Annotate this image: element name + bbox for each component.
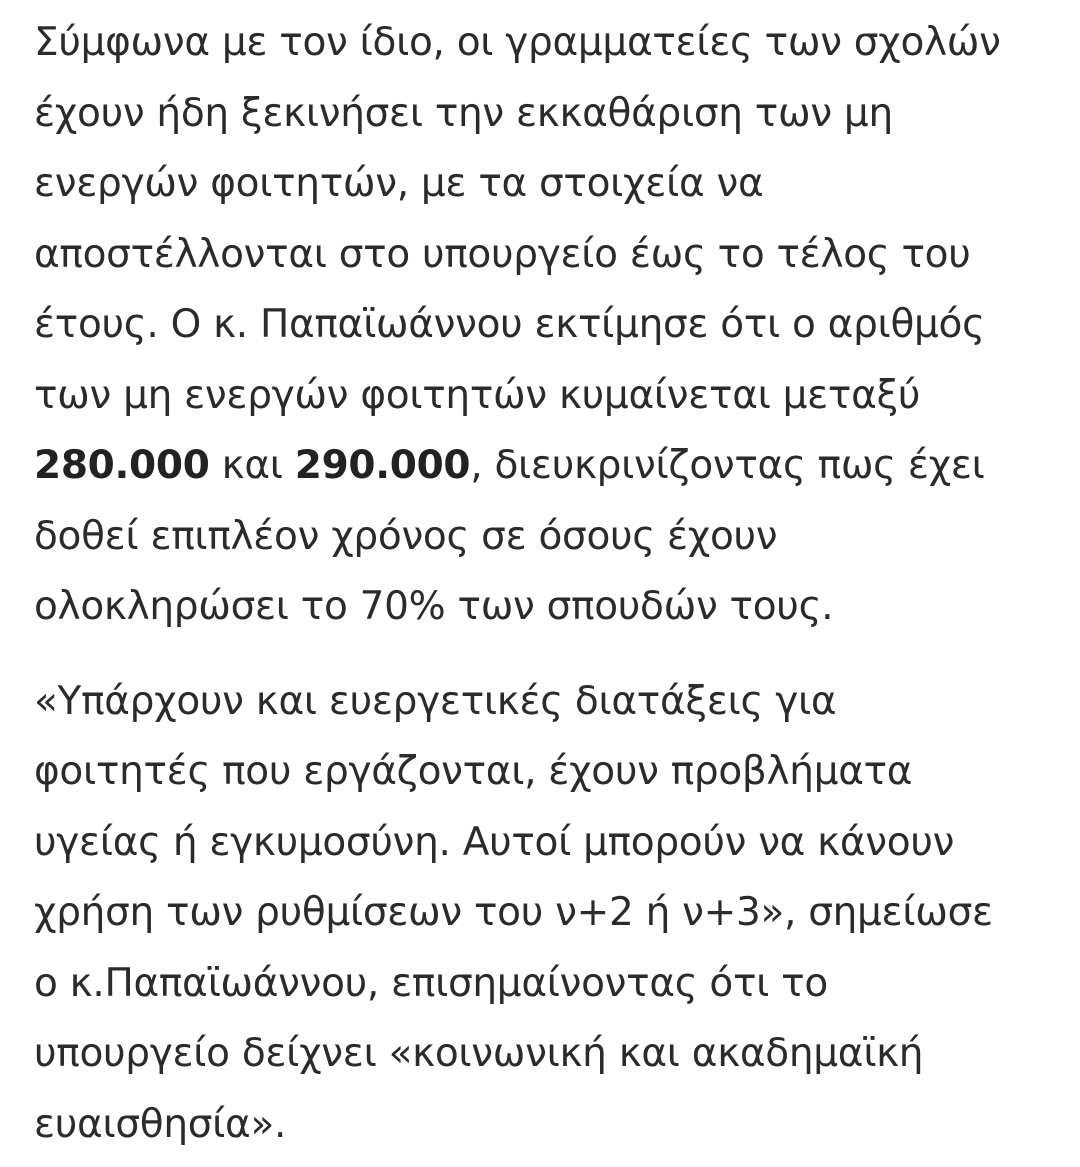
text-line: «Υπάρχουν και ευεργετικές διατάξεις για [34,678,837,724]
text-line: Σύμφωνα με τον ίδιο, οι γραμματείες των σχολών [34,20,1001,65]
article-body [34,8,1050,1160]
text-line: δοθεί επιπλέον χρόνος σε όσους έχουν [34,513,778,559]
text-line: ολοκληρώσει το 70% των σπουδών τους. [34,584,834,629]
bold-figure-high: 290.000 [294,443,471,488]
conjunction-text: και [209,443,295,488]
text-line: χρήση των ρυθμίσεων του ν+2 ή ν+3», σημείωσε [34,890,993,935]
bold-figure-low: 280.000 [34,443,210,488]
text-after-figures: , διευκρινίζοντας πως έχει [470,443,985,488]
text-line: ενεργών φοιτητών, με τα στοιχεία να [34,161,764,206]
text-line-with-figures [34,431,1050,502]
text-line: των μη ενεργών φοιτητών κυμαίνεται μεταξύ [34,372,921,418]
article-paragraph-2 [34,667,1050,1161]
text-line: αποστέλλονται στο υπουργείο έως το τέλος του [34,231,971,277]
text-line: ο κ.Παπαϊωάννου, επισημαίνοντας ότι το [34,960,828,1006]
text-line: υγείας ή εγκυμοσύνη. Αυτοί μπορούν να κάνουν [34,819,955,865]
text-line: έτους. Ο κ. Παπαϊωάννου εκτίμησε ότι ο αριθμός [34,302,985,347]
text-line: υπουργείο δείχνει «κοινωνική και ακαδημαϊκή [34,1031,924,1076]
text-line: φοιτητές που εργάζονται, έχουν προβλήματα [34,749,913,794]
article-paragraph-1 [34,8,1050,643]
text-line: ευαισθησία». [34,1101,287,1147]
text-line: έχουν ήδη ξεκινήσει την εκκαθάριση των μη [34,90,893,136]
